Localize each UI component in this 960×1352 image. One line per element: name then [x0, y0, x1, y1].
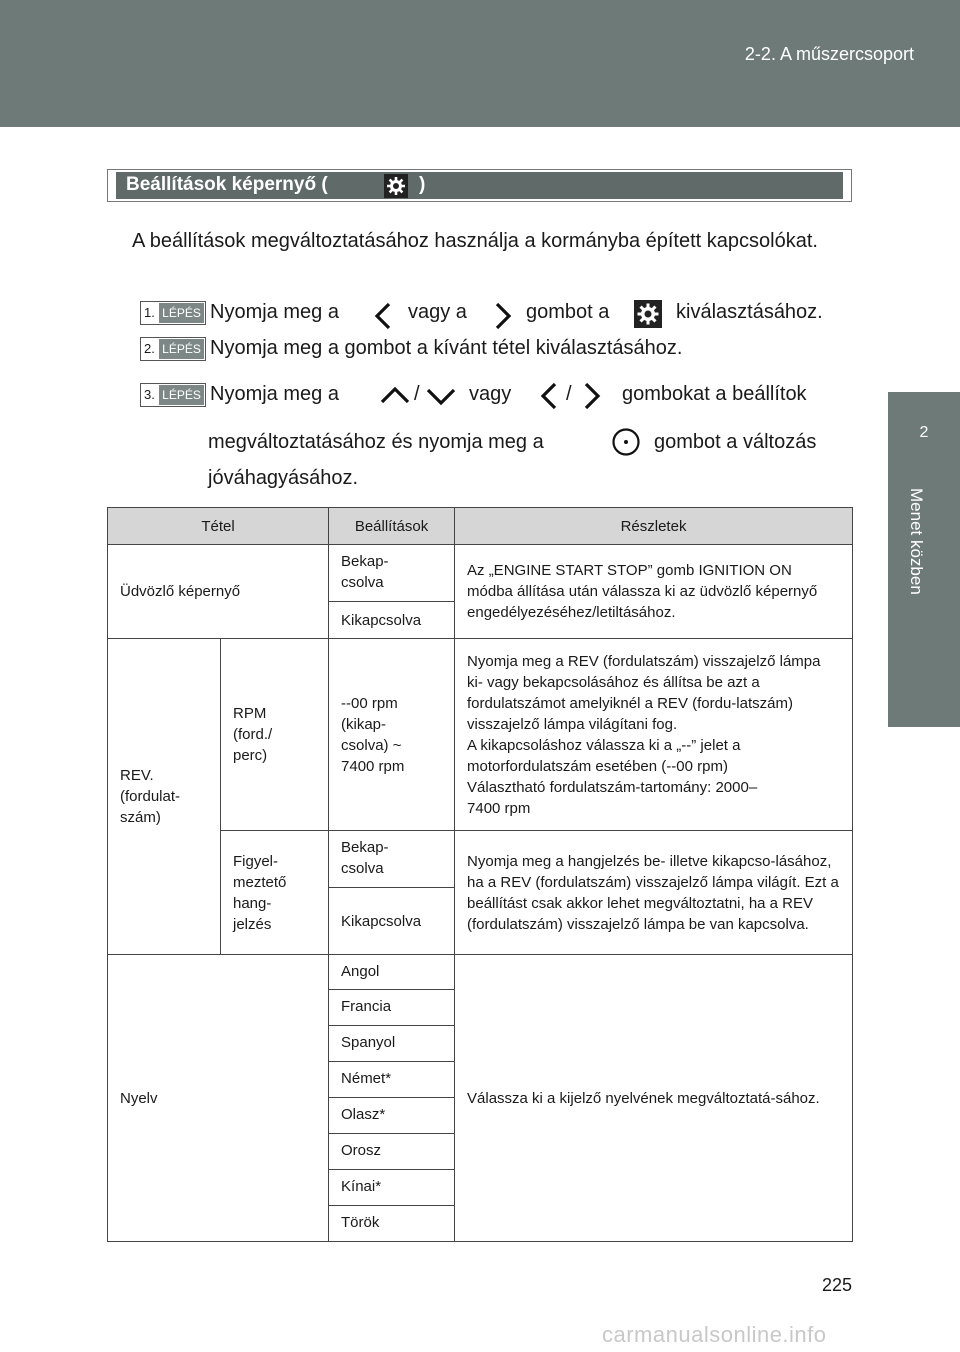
step-3-label: LÉPÉS — [159, 385, 204, 405]
cell-language-item: Nyelv — [108, 955, 329, 1242]
left-chevron-icon — [540, 382, 558, 410]
step-3-text-a: Nyomja meg a — [210, 383, 339, 405]
cell-welcome-item: Üdvözlő képernyő — [108, 545, 329, 639]
enter-circle-icon — [611, 427, 641, 457]
cell-welcome-on: Bekap- csolva — [329, 545, 455, 602]
page-number: 225 — [822, 1275, 853, 1295]
chapter-label: Menet közben — [907, 488, 926, 595]
section-title-close: ) — [419, 174, 426, 195]
cell-rev-buzzer: Figyel- meztető hang- jelzés — [221, 831, 329, 955]
step-1-label: LÉPÉS — [159, 303, 204, 323]
step-2-badge — [140, 337, 206, 361]
step-1-text-c: gombot a — [526, 301, 610, 323]
step-3-text-d: megváltoztatásához és nyomja meg a — [208, 431, 544, 453]
cell-language-option: Angol — [329, 955, 455, 990]
watermark: carmanualsonline.info — [602, 1322, 827, 1347]
gear-icon — [634, 300, 662, 328]
down-chevron-icon — [426, 388, 456, 406]
step-1-number: 1. — [144, 305, 155, 320]
cell-rev-rpm-setting: --00 rpm (kikap- csolva) ~ 7400 rpm — [329, 639, 455, 831]
chapter-number: 2 — [919, 424, 929, 441]
cell-language-option: Francia — [329, 990, 455, 1026]
step-3-slash-2: / — [566, 383, 572, 405]
table-row — [108, 955, 853, 990]
step-3-badge — [140, 383, 206, 407]
step-3-text-f: jóváhagyásához. — [208, 467, 359, 489]
header-bar — [0, 0, 960, 127]
left-chevron-icon — [374, 302, 392, 330]
step-2-number: 2. — [144, 341, 155, 356]
table-header-row — [108, 508, 853, 545]
cell-language-option: Török — [329, 1206, 455, 1242]
step-3-text-b: vagy — [469, 383, 512, 405]
cell-welcome-off: Kikapcsolva — [329, 602, 455, 639]
up-chevron-icon — [380, 386, 410, 404]
cell-language-details: Válassza ki a kijelző nyelvének megváltoztatá-sához. — [455, 955, 853, 1242]
header-item: Tétel — [108, 508, 329, 545]
cell-language-option: Orosz — [329, 1134, 455, 1170]
header-settings: Beállítások — [329, 508, 455, 545]
cell-rev-rpm: RPM (ford./ perc) — [221, 639, 329, 831]
intro-paragraph: A beállítások megváltoztatásához használja a kormányba épített kapcsolókat. — [132, 230, 818, 252]
section-title-box — [107, 169, 852, 202]
header-details: Részletek — [455, 508, 853, 545]
cell-language-option: Kínai* — [329, 1170, 455, 1206]
gear-icon — [384, 174, 408, 198]
step-3-text-c: gombokat a beállítok — [622, 383, 807, 405]
table-row — [108, 639, 853, 831]
section-title: Beállítások képernyő ( — [126, 174, 328, 195]
cell-rev-rpm-details: Nyomja meg a REV (fordulatszám) visszajelző lámpa ki- vagy bekapcsolásához és állítsa be azt a fordulatszámot amelyiknél a REV (fordu-latszám) visszajelző lámpa világítani fog. A kikapcsoláshoz válassza ki a „--” jelet a motorfordulatszám esetében (--00 rpm) Választható fordulatszám-tartomány: 2000– 7400 rpm — [455, 639, 853, 831]
cell-rev-buzzer-on: Bekap- csolva — [329, 831, 455, 888]
step-3-text-e: gombot a változás — [654, 431, 817, 453]
cell-language-option: Olasz* — [329, 1098, 455, 1134]
cell-welcome-details: Az „ENGINE START STOP” gomb IGNITION ON módba állítása után válassza ki az üdvözlő képernyő engedélyezéséhez/letiltásához. — [455, 545, 853, 639]
cell-rev-buzzer-details: Nyomja meg a hangjelzés be- illetve kikapcso-lásához, ha a REV (fordulatszám) visszajelző lámpa világít. Ezt a beállítást csak akkor lehet megváltoztatni, ha a REV (fordulatszám) visszajelző lámpa be van kapcsolva. — [455, 831, 853, 955]
cell-language-option: Német* — [329, 1062, 455, 1098]
right-chevron-icon — [583, 382, 601, 410]
step-1-text-b: vagy a — [408, 301, 467, 323]
chapter-side-tab — [888, 392, 960, 727]
step-1-text-a: Nyomja meg a — [210, 301, 339, 323]
cell-rev-buzzer-off: Kikapcsolva — [329, 888, 455, 955]
right-chevron-icon — [494, 302, 512, 330]
table-row — [108, 545, 853, 602]
section-heading: 2-2. A műszercsoport — [744, 44, 914, 64]
step-2-text: Nyomja meg a gombot a kívánt tétel kiválasztásához. — [210, 337, 683, 359]
cell-rev-item: REV. (fordulat- szám) — [108, 639, 221, 955]
step-1-badge — [140, 301, 206, 325]
cell-language-option: Spanyol — [329, 1026, 455, 1062]
step-3-slash-1: / — [414, 383, 420, 405]
step-3-number: 3. — [144, 387, 155, 402]
settings-table — [107, 507, 853, 1242]
step-2-label: LÉPÉS — [159, 339, 204, 359]
step-1-text-d: kiválasztásához. — [676, 301, 823, 323]
